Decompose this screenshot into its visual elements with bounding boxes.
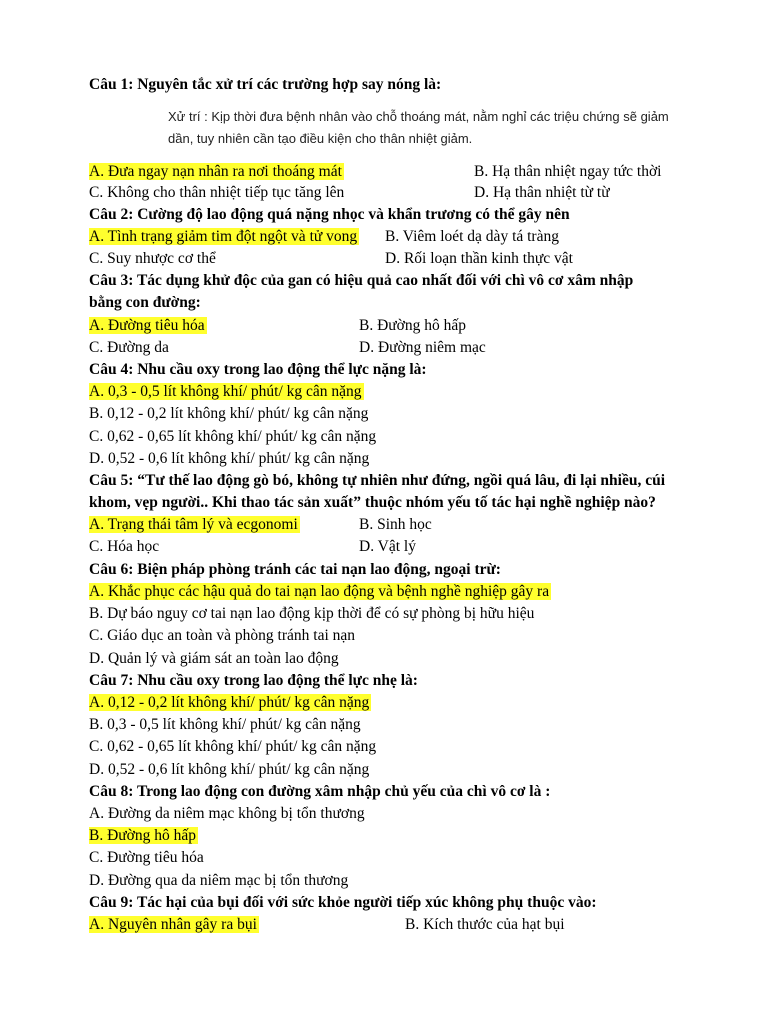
answer-highlight: A. Trạng thái tâm lý và ecgonomi [89, 516, 298, 533]
question-6-option-d: D. Quản lý và giám sát an toàn lao động [89, 650, 339, 667]
question-2-option-c: C. Suy nhược cơ thể [89, 250, 216, 267]
question-3-option-c: C. Đường da [89, 339, 169, 356]
question-4-option-d: D. 0,52 - 0,6 lít không khí/ phút/ kg cân nặng [89, 450, 370, 467]
question-3-title-line-1: Câu 3: Tác dụng khử độc của gan có hiệu quả cao nhất đối với chì vô cơ xâm nhập [89, 272, 634, 289]
question-3-title-line-2: bằng con đường: [89, 294, 201, 311]
question-9-option-b: B. Kích thước của hạt bụi [405, 916, 565, 933]
question-6-option-b: B. Dự báo nguy cơ tai nạn lao động kịp thời để có sự phòng bị hữu hiệu [89, 605, 535, 622]
question-1-option-d: D. Hạ thân nhiệt từ từ [474, 184, 610, 201]
question-3-option-d: D. Đường niêm mạc [359, 339, 486, 356]
question-9-title: Câu 9: Tác hại của bụi đối với sức khỏe người tiếp xúc không phụ thuộc vào: [89, 894, 597, 911]
question-3-option-a [89, 316, 207, 336]
question-4-option-b: B. 0,12 - 0,2 lít không khí/ phút/ kg cân nặng [89, 405, 369, 422]
question-8-option-b [89, 826, 198, 846]
question-4-option-a [89, 382, 364, 402]
question-1-title: Câu 1: Nguyên tắc xử trí các trường hợp say nóng là: [89, 76, 442, 93]
question-1-option-b: B. Hạ thân nhiệt ngay tức thời [474, 163, 662, 180]
question-1-note [168, 106, 688, 150]
question-5-option-b: B. Sinh học [359, 516, 432, 533]
question-8-option-c: C. Đường tiêu hóa [89, 849, 204, 866]
question-5-option-a [89, 515, 300, 535]
question-8-option-a: A. Đường da niêm mạc không bị tổn thương [89, 805, 365, 822]
question-7-option-c: C. 0,62 - 0,65 lít không khí/ phút/ kg cân nặng [89, 738, 377, 755]
question-7-option-b: B. 0,3 - 0,5 lít không khí/ phút/ kg cân nặng [89, 716, 361, 733]
question-5-option-d: D. Vật lý [359, 538, 416, 555]
answer-highlight: A. Khắc phục các hậu quả do tai nạn lao động và bệnh nghề nghiệp gây ra [89, 583, 550, 600]
question-1-note-line-1: Xử trí : Kịp thời đưa bệnh nhân vào chỗ thoáng mát, nằm nghỉ các triệu chứng sẽ giảm [168, 109, 669, 124]
answer-highlight: A. Nguyên nhân gây ra bụi [89, 916, 257, 933]
question-2-option-b: B. Viêm loét dạ dày tá tràng [385, 228, 559, 245]
question-6-option-a [89, 582, 551, 602]
answer-highlight: B. Đường hô hấp [89, 827, 197, 844]
question-2-option-d: D. Rối loạn thần kinh thực vật [385, 250, 573, 267]
question-9-option-a [89, 915, 259, 935]
question-7-option-a [89, 693, 371, 713]
question-2-title: Câu 2: Cường độ lao động quá nặng nhọc và khẩn trương có thể gây nên [89, 206, 570, 223]
answer-highlight: A. Đưa ngay nạn nhân ra nơi thoáng mát [89, 163, 342, 180]
question-6-title: Câu 6: Biện pháp phòng tránh các tai nạn lao động, ngoại trừ: [89, 561, 501, 578]
question-5-title-line-1: Câu 5: “Tư thế lao động gò bó, không tự nhiên như đứng, ngồi quá lâu, đi lại nhiều, cúi [89, 472, 666, 489]
question-4-title: Câu 4: Nhu cầu oxy trong lao động thể lực nặng là: [89, 361, 427, 378]
answer-highlight: A. Đường tiêu hóa [89, 317, 205, 334]
answer-highlight: A. Tình trạng giảm tim đột ngột và tử vong [89, 228, 358, 245]
question-8-option-d: D. Đường qua da niêm mạc bị tổn thương [89, 872, 349, 889]
question-7-title: Câu 7: Nhu cầu oxy trong lao động thể lực nhẹ là: [89, 672, 418, 689]
question-1-option-c: C. Không cho thân nhiệt tiếp tục tăng lên [89, 184, 345, 201]
question-2-option-a [89, 227, 359, 247]
question-8-title: Câu 8: Trong lao động con đường xâm nhập chủ yếu của chì vô cơ là : [89, 783, 551, 800]
question-4-option-c: C. 0,62 - 0,65 lít không khí/ phút/ kg cân nặng [89, 428, 377, 445]
question-7-option-d: D. 0,52 - 0,6 lít không khí/ phút/ kg cân nặng [89, 761, 370, 778]
question-5-option-c: C. Hóa học [89, 538, 160, 555]
question-5-title-line-2: khom, vẹp người.. Khi thao tác sản xuất” thuộc nhóm yếu tố tác hại nghề nghiệp nào? [89, 494, 656, 511]
question-1-note-line-2: dần, tuy nhiên cần tạo điều kiện cho thân nhiệt giảm. [168, 131, 473, 146]
question-6-option-c: C. Giáo dục an toàn và phòng tránh tai nạn [89, 627, 356, 644]
question-3-option-b: B. Đường hô hấp [359, 317, 467, 334]
question-1-option-a [89, 162, 344, 182]
answer-highlight: A. 0,3 - 0,5 lít không khí/ phút/ kg cân nặng [89, 383, 362, 400]
answer-highlight: A. 0,12 - 0,2 lít không khí/ phút/ kg cân nặng [89, 694, 370, 711]
